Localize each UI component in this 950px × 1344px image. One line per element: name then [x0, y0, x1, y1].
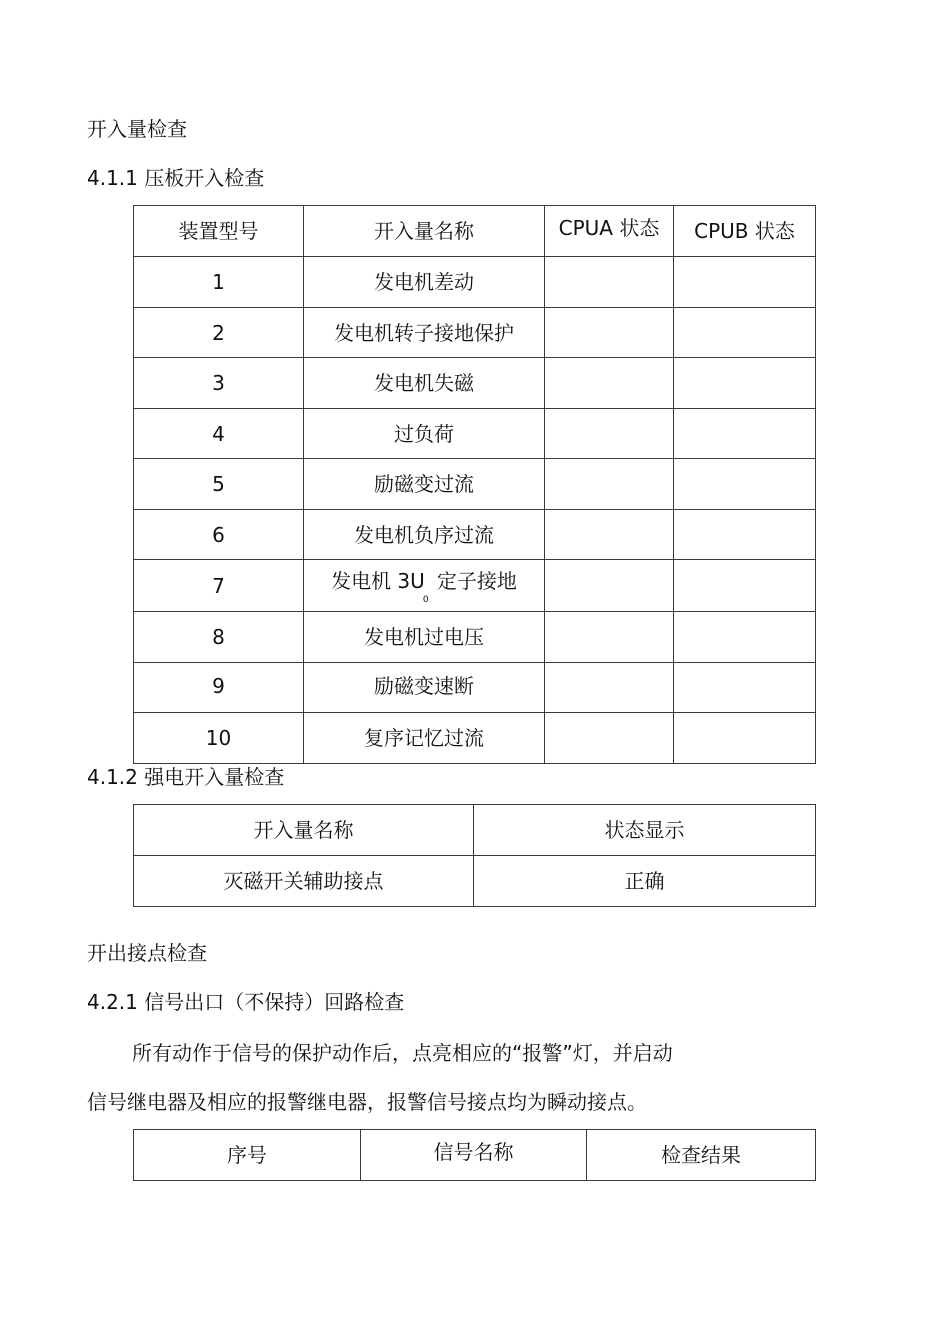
table-row	[134, 409, 816, 459]
table-row	[134, 358, 816, 409]
row-cpua-status	[545, 308, 674, 358]
subsection-heading-4-2-1: 4.2.1 信号出口（不保持）回路检查	[87, 990, 405, 1014]
paragraph-line-1: 所有动作于信号的保护动作后，点亮相应的“报警”灯，并启动	[132, 1041, 673, 1065]
row-cpua-status	[545, 257, 674, 308]
table-header-row	[134, 206, 816, 257]
row-number: 3	[134, 358, 304, 409]
row-input-name: 发电机转子接地保护	[304, 308, 545, 358]
header-signal-name: 信号名称	[361, 1130, 587, 1181]
header-cpua-status: CPUA 状态	[545, 206, 674, 257]
subsection-heading-4-1-2: 4.1.2 强电开入量检查	[87, 765, 285, 789]
section-heading-output-contact-check: 开出接点检查	[87, 941, 207, 965]
signal-output-table	[133, 1129, 816, 1181]
row-input-name: 灭磁开关辅助接点	[134, 856, 474, 907]
row-input-name: 发电机负序过流	[304, 510, 545, 560]
row-cpub-status	[674, 459, 816, 510]
row-number: 5	[134, 459, 304, 510]
row-cpua-status	[545, 409, 674, 459]
subsection-heading-4-1-1: 4.1.1 压板开入检查	[87, 166, 265, 190]
table-row	[134, 308, 816, 358]
row-input-name: 发电机过电压	[304, 612, 545, 663]
row-number: 6	[134, 510, 304, 560]
row-number: 1	[134, 257, 304, 308]
row-number: 8	[134, 612, 304, 663]
row-input-name: 励磁变过流	[304, 459, 545, 510]
row-cpub-status	[674, 713, 816, 764]
row-cpub-status	[674, 510, 816, 560]
row-cpua-status	[545, 663, 674, 713]
header-cpub-status: CPUB 状态	[674, 206, 816, 257]
row-cpua-status	[545, 713, 674, 764]
row-cpua-status	[545, 358, 674, 409]
input-name-suffix: 定子接地	[430, 569, 517, 593]
paragraph-line-2: 信号继电器及相应的报警继电器，报警信号接点均为瞬动接点。	[87, 1090, 647, 1114]
table-header-row	[134, 1130, 816, 1181]
table-row	[134, 612, 816, 663]
input-name-prefix: 发电机 3U	[331, 569, 425, 593]
high-voltage-input-table	[133, 804, 816, 907]
row-number: 9	[134, 663, 304, 713]
row-cpua-status	[545, 612, 674, 663]
header-status-display: 状态显示	[474, 805, 816, 856]
table-header-row	[134, 805, 816, 856]
header-sequence-number: 序号	[134, 1130, 361, 1181]
row-number: 2	[134, 308, 304, 358]
table-row	[134, 663, 816, 713]
row-input-name: 复序记忆过流	[304, 713, 545, 764]
row-input-name: 发电机失磁	[304, 358, 545, 409]
row-input-name	[304, 560, 545, 612]
table-row	[134, 257, 816, 308]
row-cpub-status	[674, 358, 816, 409]
header-input-name: 开入量名称	[134, 805, 474, 856]
table-row	[134, 560, 816, 612]
row-cpua-status	[545, 510, 674, 560]
header-check-result: 检查结果	[587, 1130, 816, 1181]
row-input-name: 励磁变速断	[304, 663, 545, 713]
row-cpub-status	[674, 560, 816, 612]
subscript-zero: 0	[422, 595, 429, 605]
row-number: 4	[134, 409, 304, 459]
row-status-display: 正确	[474, 856, 816, 907]
row-cpub-status	[674, 612, 816, 663]
row-input-name: 发电机差动	[304, 257, 545, 308]
header-input-name: 开入量名称	[304, 206, 545, 257]
row-number: 7	[134, 560, 304, 612]
row-cpub-status	[674, 409, 816, 459]
row-cpub-status	[674, 257, 816, 308]
table-row	[134, 713, 816, 764]
header-device-model: 装置型号	[134, 206, 304, 257]
row-cpub-status	[674, 663, 816, 713]
row-cpua-status	[545, 560, 674, 612]
row-cpub-status	[674, 308, 816, 358]
row-cpua-status	[545, 459, 674, 510]
row-input-name: 过负荷	[304, 409, 545, 459]
table-row	[134, 856, 816, 907]
table-row	[134, 459, 816, 510]
pressure-plate-input-table	[133, 205, 816, 764]
table-row	[134, 510, 816, 560]
row-number: 10	[134, 713, 304, 764]
section-heading-binary-input-check: 开入量检查	[87, 117, 187, 141]
